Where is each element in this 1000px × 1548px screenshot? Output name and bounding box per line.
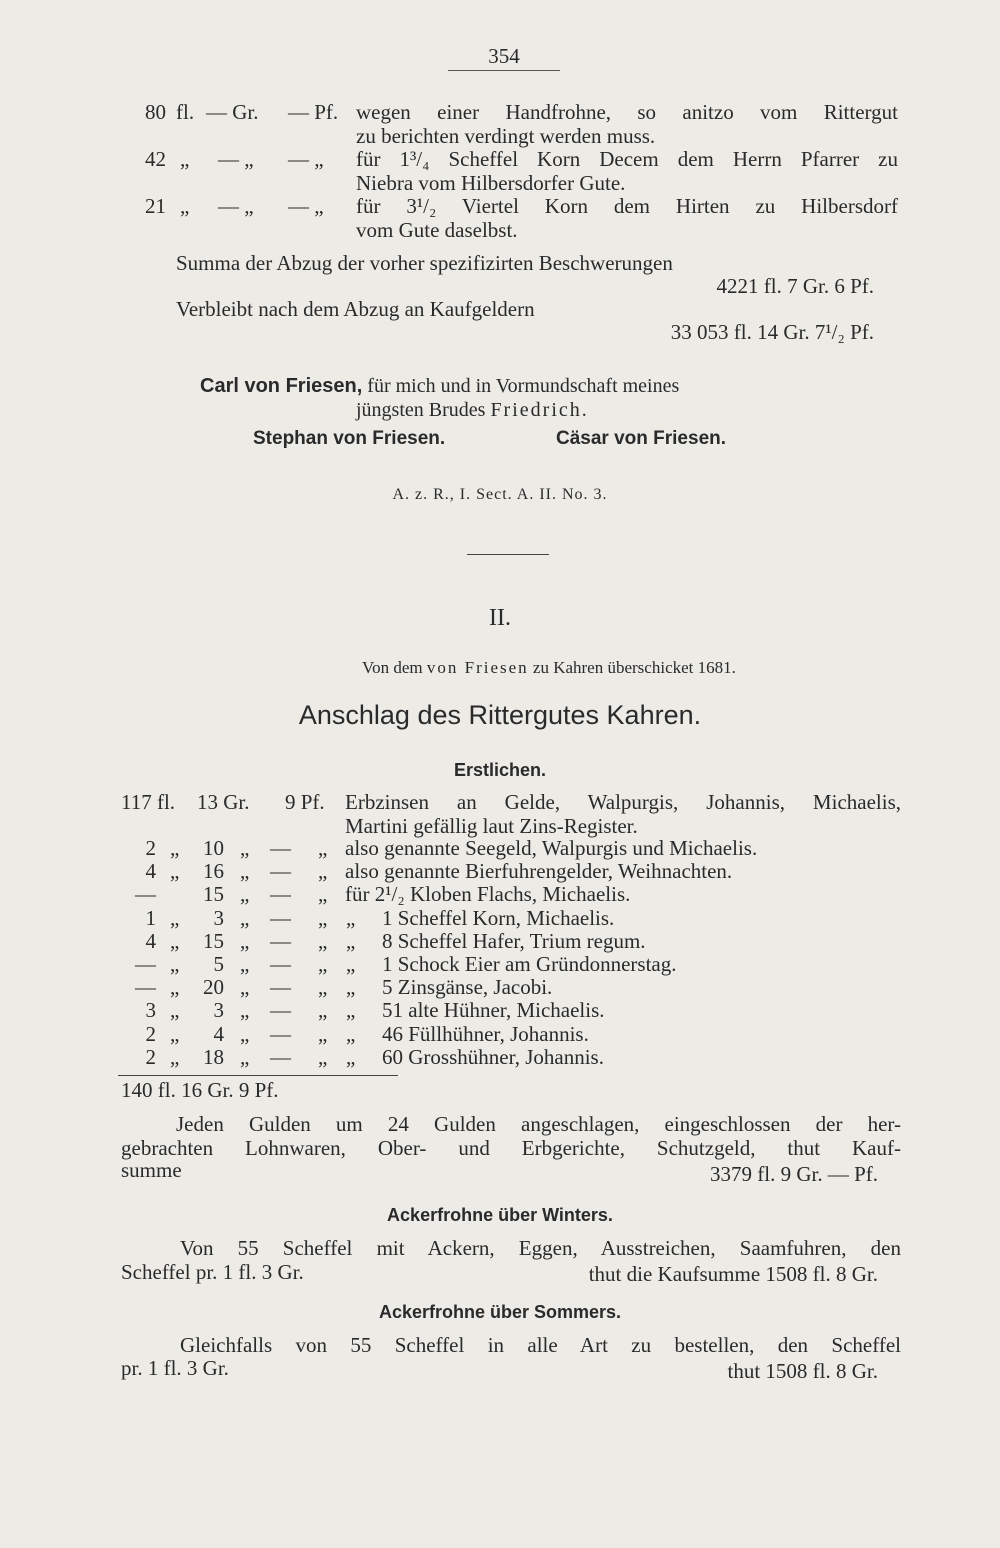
jeden-line1: Jeden Gulden um 24 Gulden angeschlagen, eingeschlossen der her-	[176, 1112, 901, 1136]
ledger-text: 5 Zinsgänse, Jacobi.	[382, 975, 553, 1000]
ledger-gr: 16	[203, 859, 224, 884]
signature-stephan: Stephan von Friesen.	[253, 428, 446, 449]
ledger-ditto-pf: „	[318, 859, 328, 884]
ledger-ditto-fl: „	[170, 998, 180, 1023]
ledger-row	[0, 883, 1000, 906]
entry-pf: — „	[288, 147, 324, 171]
ledger-ditto-item: „	[346, 905, 356, 930]
ledger-pf: —	[270, 1044, 291, 1069]
ledger-text: 8 Scheffel Hafer, Trium regum.	[382, 928, 646, 953]
ledger-gr: 15	[203, 882, 224, 907]
main-title: Anschlag des Rittergutes Kahren.	[298, 700, 702, 730]
page-number: 354	[488, 44, 520, 68]
signature-carl-name: Carl von Friesen,	[200, 375, 363, 397]
ledger-gr: 4	[213, 1021, 224, 1046]
entry-text-line1: für 3¹/₂ Viertel Korn dem Hirten zu Hilbersdorf	[356, 194, 898, 218]
first-pf: 9 Pf.	[285, 790, 325, 814]
first-gr: 13 Gr.	[197, 790, 250, 814]
ledger-pf: —	[270, 859, 291, 884]
ledger-ditto-fl: „	[170, 1021, 180, 1046]
ledger-ditto-fl: „	[170, 859, 180, 884]
ledger-ditto-gr: „	[240, 882, 250, 907]
ledger-ditto-pf: „	[318, 952, 328, 976]
ledger-ditto-item: „	[346, 952, 356, 976]
jeden-line3: summe	[121, 1158, 182, 1182]
ledger-fl: 4	[145, 859, 156, 884]
ledger-gr: 3	[213, 998, 224, 1023]
signature-line2	[356, 398, 589, 422]
jeden-line2: gebrachten Lohnwaren, Ober- und Erbgerichte, Schutzgeld, thut Kauf-	[121, 1136, 901, 1160]
ledger-ditto-gr: „	[240, 1021, 250, 1046]
ledger-row	[0, 930, 1000, 953]
ledger-pf: —	[270, 975, 291, 1000]
ledger-text: also genannte Seegeld, Walpurgis und Michaelis.	[345, 836, 758, 860]
entry-amount: 80	[145, 100, 166, 124]
ledger-text: also genannte Bierfuhrengelder, Weihnachten.	[345, 859, 733, 884]
ledger-ditto-pf: „	[318, 882, 328, 907]
signature-caesar: Cäsar von Friesen.	[556, 428, 727, 449]
ledger-row	[0, 860, 1000, 883]
ledger-text: 60 Grosshühner, Johannis.	[382, 1044, 604, 1069]
ledger-row	[0, 953, 1000, 976]
signature-line2-text: jüngsten Brudes	[356, 399, 491, 421]
ledger-ditto-gr: „	[240, 975, 250, 1000]
jeden-value: 3379 fl. 9 Gr. — Pf.	[710, 1162, 878, 1186]
ledger-ditto-item: „	[346, 1044, 356, 1069]
ledger-ditto-item: „	[346, 928, 356, 953]
entry-fl: „	[180, 194, 190, 218]
entry-text-line2: Niebra vom Hilbersdorfer Gute.	[356, 171, 626, 195]
erstlichen-heading: Erstlichen.	[453, 760, 547, 780]
origin-note	[362, 656, 736, 680]
entry-gr: — „	[218, 147, 254, 171]
winters-line2: Scheffel pr. 1 fl. 3 Gr.	[121, 1260, 304, 1284]
ledger-ditto-gr: „	[240, 998, 250, 1023]
ledger-text: 51 alte Hühner, Michaelis.	[382, 998, 605, 1023]
winters-heading: Ackerfrohne über Winters.	[387, 1205, 613, 1225]
ledger-fl: 2	[145, 1021, 156, 1046]
ledger-pf: —	[270, 1021, 291, 1046]
ledger-row	[0, 907, 1000, 930]
verbleibt-value: 33 053 fl. 14 Gr. 7¹/₂ Pf.	[670, 320, 874, 344]
ledger-pf: —	[270, 882, 291, 907]
ledger-gr: 15	[203, 928, 224, 953]
entry-pf: — „	[288, 194, 324, 218]
ledger-ditto-fl: „	[170, 975, 180, 1000]
ledger-pf: —	[270, 928, 291, 953]
ledger-gr: 20	[203, 975, 224, 1000]
ledger-ditto-fl: „	[170, 952, 180, 976]
ledger-pf: —	[270, 836, 291, 860]
ledger-row	[0, 1023, 1000, 1046]
ledger-gr: 10	[203, 836, 224, 860]
ledger-gr: 18	[203, 1044, 224, 1069]
sommers-heading: Ackerfrohne über Sommers.	[378, 1302, 622, 1322]
ledger-ditto-pf: „	[318, 836, 328, 860]
ledger-ditto-pf: „	[318, 1044, 328, 1069]
verbleibt-label: Verbleibt nach dem Abzug an Kaufgeldern	[176, 297, 535, 321]
ledger-ditto-fl: „	[170, 836, 180, 860]
ledger-fl: 2	[145, 1044, 156, 1069]
ledger-ditto-fl: „	[170, 905, 180, 930]
ledger-ditto-item: „	[346, 1021, 356, 1046]
ledger-text: 46 Füllhühner, Johannis.	[382, 1021, 589, 1046]
entry-pf: — Pf.	[288, 100, 339, 124]
entry-text-line2: zu berichten verdingt werden muss.	[356, 124, 656, 148]
entry-fl: fl.	[176, 100, 195, 124]
ledger-row	[0, 976, 1000, 999]
ledger-fl: 3	[145, 998, 156, 1023]
ledger-fl: 4	[145, 928, 156, 953]
entry-amount: 42	[145, 147, 166, 171]
signature-carl-text: für mich und in Vormundschaft meines	[367, 375, 680, 397]
origin-note-name: von Friesen	[426, 658, 529, 677]
entry-fl: „	[180, 147, 190, 171]
ledger-row	[0, 837, 1000, 860]
erstlichen-total: 140 fl. 16 Gr. 9 Pf.	[121, 1078, 279, 1102]
winters-value: thut die Kaufsumme 1508 fl. 8 Gr.	[588, 1262, 878, 1286]
ledger-fl: 1	[145, 905, 156, 930]
section-numeral: II.	[489, 605, 511, 631]
ledger-text: für 2¹/₂ Kloben Flachs, Michaelis.	[345, 882, 631, 907]
summa-label: Summa der Abzug der vorher spezifizirten Beschwerungen	[176, 251, 673, 275]
ledger-ditto-gr: „	[240, 1044, 250, 1069]
first-fl: 117 fl.	[121, 790, 176, 814]
ledger-ditto-item: „	[346, 975, 356, 1000]
ledger-pf: —	[270, 952, 291, 976]
ledger-ditto-pf: „	[318, 928, 328, 953]
origin-note-c: zu Kahren überschicket 1681.	[528, 658, 736, 677]
ledger-fl: —	[135, 952, 156, 976]
summa-value: 4221 fl. 7 Gr. 6 Pf.	[716, 274, 874, 298]
sommers-line1: Gleichfalls von 55 Scheffel in alle Art zu bestellen, den Scheffel	[180, 1333, 901, 1357]
ledger-gr: 5	[213, 952, 224, 976]
page-number-rule	[448, 70, 560, 71]
ledger-ditto-fl: „	[170, 928, 180, 953]
ledger-fl: —	[135, 975, 156, 1000]
ledger-pf: —	[270, 905, 291, 930]
entry-text-line2: vom Gute daselbst.	[356, 218, 518, 242]
signature-carl	[200, 374, 679, 398]
ledger-ditto-pf: „	[318, 1021, 328, 1046]
section-divider	[467, 554, 549, 555]
ledger-ditto-fl: „	[170, 1044, 180, 1069]
origin-note-a: Von dem	[362, 658, 427, 677]
winters-line1: Von 55 Scheffel mit Ackern, Eggen, Ausstreichen, Saamfuhren, den	[180, 1236, 901, 1260]
ledger-ditto-item: „	[346, 998, 356, 1023]
entry-gr: — „	[218, 194, 254, 218]
entry-amount: 21	[145, 194, 166, 218]
first-text-line1: Erbzinsen an Gelde, Walpurgis, Johannis, Michaelis,	[345, 790, 901, 814]
ledger-ditto-pf: „	[318, 998, 328, 1023]
ledger-gr: 3	[213, 905, 224, 930]
ledger-fl: 2	[145, 836, 156, 860]
ledger-sum-rule	[118, 1075, 398, 1076]
signature-friedrich: Friedrich.	[490, 399, 589, 421]
entry-gr: — Gr.	[206, 100, 259, 124]
ledger-ditto-pf: „	[318, 975, 328, 1000]
ledger-pf: —	[270, 998, 291, 1023]
ledger-ditto-gr: „	[240, 952, 250, 976]
ledger-row	[0, 999, 1000, 1022]
ledger-ditto-gr: „	[240, 928, 250, 953]
ledger-ditto-pf: „	[318, 905, 328, 930]
ledger-row	[0, 1046, 1000, 1069]
ledger-ditto-gr: „	[240, 905, 250, 930]
sommers-value: thut 1508 fl. 8 Gr.	[727, 1359, 878, 1383]
ledger-ditto-gr: „	[240, 836, 250, 860]
archive-reference: A. z. R., I. Sect. A. II. No. 3.	[392, 486, 608, 503]
entry-text-line1: für 1³/₄ Scheffel Korn Decem dem Herrn Pfarrer zu	[356, 147, 898, 171]
ledger-ditto-gr: „	[240, 859, 250, 884]
ledger-text: 1 Schock Eier am Gründonnerstag.	[382, 952, 677, 976]
first-text-line2: Martini gefällig laut Zins-Register.	[345, 814, 638, 838]
entry-text-line1: wegen einer Handfrohne, so anitzo vom Rittergut	[356, 100, 898, 124]
ledger-fl: —	[135, 882, 156, 907]
sommers-line2: pr. 1 fl. 3 Gr.	[121, 1356, 229, 1380]
ledger-text: 1 Scheffel Korn, Michaelis.	[382, 905, 615, 930]
